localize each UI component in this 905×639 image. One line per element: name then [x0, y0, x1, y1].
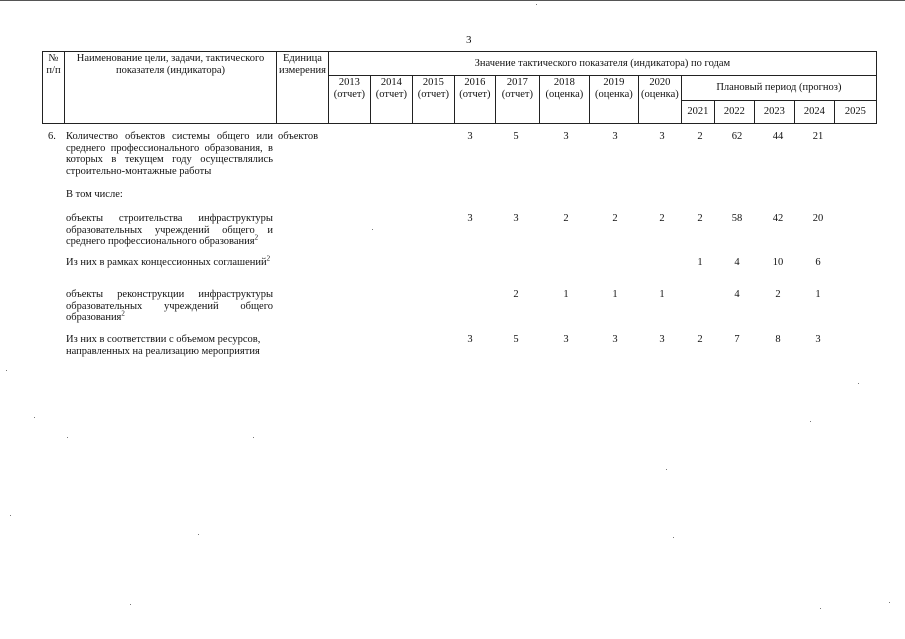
header-year-2018: 2018 (оценка)	[539, 76, 589, 124]
value-cell: 3	[467, 131, 473, 142]
value-cell: 5	[513, 131, 519, 142]
scan-speck	[673, 537, 674, 538]
row-name: Из них в рамках концессионных соглашений$^2$	[66, 254, 271, 268]
header-plan-2022: 2022	[714, 101, 754, 124]
header-year-2013: 2013 (отчет)	[328, 76, 370, 124]
value-cell: 1	[563, 289, 569, 300]
scan-speck	[34, 417, 35, 418]
value-cell: 2	[513, 289, 519, 300]
value-cell: 3	[815, 334, 821, 345]
scan-speck	[536, 4, 537, 5]
page-number: 3	[466, 34, 472, 46]
header-col-plan: Плановый период (прогноз)	[681, 76, 876, 101]
scan-speck	[198, 534, 199, 535]
value-cell: 2	[697, 334, 703, 345]
table-header	[42, 51, 877, 124]
scan-speck	[666, 469, 667, 470]
header-year-2017: 2017 (отчет)	[495, 76, 539, 124]
row-name: Из них в соответствии с объемом ресурсов, направленных на реализацию мероприятия	[66, 334, 261, 357]
value-cell: 8	[775, 334, 781, 345]
scan-speck	[253, 437, 254, 438]
value-cell: 20	[812, 213, 824, 224]
value-cell: 58	[731, 213, 743, 224]
value-cell: 3	[612, 131, 618, 142]
value-cell: 4	[734, 257, 740, 268]
value-cell: 10	[772, 257, 784, 268]
scan-speck	[858, 383, 859, 384]
value-cell: 3	[563, 131, 569, 142]
scan-speck	[889, 602, 890, 603]
value-cell: 3	[659, 334, 665, 345]
value-cell: 3	[467, 334, 473, 345]
header-col-no: № п/п	[43, 52, 65, 124]
header-col-unit: Единица измерения	[277, 52, 329, 124]
value-cell: 3	[563, 334, 569, 345]
value-cell: 3	[612, 334, 618, 345]
value-cell: 3	[659, 131, 665, 142]
value-cell: 42	[772, 213, 784, 224]
row-unit: объектов	[278, 131, 319, 142]
header-year-2015: 2015 (отчет)	[412, 76, 454, 124]
header-col-name: Наименование цели, задачи, тактического показателя (индикатора)	[65, 52, 277, 124]
value-cell: 21	[812, 131, 824, 142]
value-cell: 3	[467, 213, 473, 224]
header-year-2020: 2020 (оценка)	[638, 76, 681, 124]
row-name: объекты строительства инфраструктуры образовательных учреждений общего и среднего профессионального образования$^2$	[66, 213, 273, 247]
header-plan-2023: 2023	[754, 101, 794, 124]
value-cell: 1	[659, 289, 665, 300]
value-cell: 1	[697, 257, 703, 268]
header-plan-2021: 2021	[681, 101, 714, 124]
header-plan-2024: 2024	[794, 101, 834, 124]
value-cell: 6	[815, 257, 821, 268]
value-cell: 5	[513, 334, 519, 345]
header-year-2014: 2014 (отчет)	[370, 76, 412, 124]
section-label: В том числе:	[66, 189, 123, 200]
value-cell: 2	[659, 213, 665, 224]
scan-speck	[372, 229, 373, 230]
header-plan-2025: 2025	[834, 101, 876, 124]
value-cell: 2	[697, 213, 703, 224]
value-cell: 44	[772, 131, 784, 142]
value-cell: 1	[815, 289, 821, 300]
scan-speck	[67, 437, 68, 438]
value-cell: 7	[734, 334, 740, 345]
value-cell: 1	[612, 289, 618, 300]
scan-speck	[130, 604, 131, 605]
row-number: 6.	[48, 131, 56, 142]
value-cell: 62	[731, 131, 743, 142]
scan-speck	[6, 370, 7, 371]
row-name: Количество объектов системы общего или среднего профессионального образования, в которых в текущем году осуществлялись строительно-монтажные работы	[66, 131, 273, 177]
value-cell: 2	[697, 131, 703, 142]
value-cell: 2	[775, 289, 781, 300]
value-cell: 3	[513, 213, 519, 224]
row-name: объекты реконструкции инфраструктуры образовательных учреждений общего образования$^2$	[66, 289, 273, 323]
header-col-values: Значение тактического показателя (индикатора) по годам	[328, 52, 876, 76]
header-year-2016: 2016 (отчет)	[454, 76, 495, 124]
value-cell: 2	[612, 213, 618, 224]
value-cell: 2	[563, 213, 569, 224]
scan-speck	[810, 421, 811, 422]
header-year-2019: 2019 (оценка)	[589, 76, 638, 124]
scan-speck	[820, 608, 821, 609]
value-cell: 4	[734, 289, 740, 300]
scan-speck	[10, 515, 11, 516]
scan-top-border	[0, 0, 905, 1]
